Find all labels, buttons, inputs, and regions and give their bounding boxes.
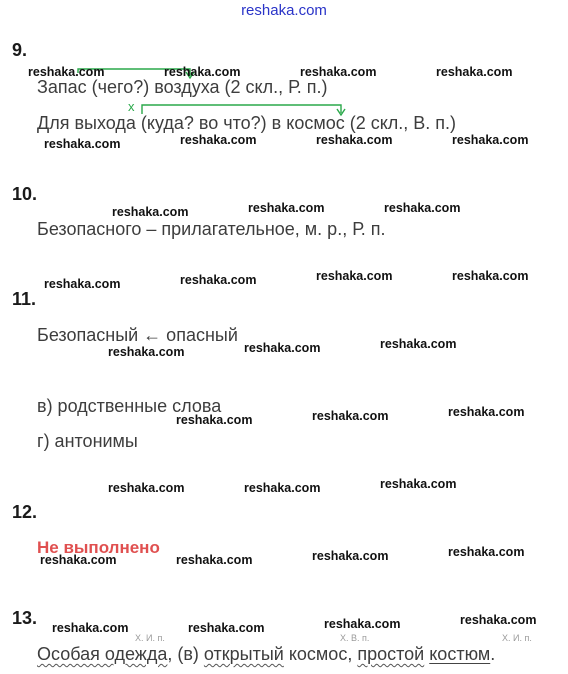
watermark: reshaka.com (108, 481, 185, 495)
watermark: reshaka.com (384, 201, 461, 215)
watermark: reshaka.com (316, 269, 393, 283)
task-13-object: костюм (429, 644, 491, 664)
task-9-mark: x (128, 99, 135, 114)
task-13-note-3: Х. И. п. (502, 633, 532, 643)
task-10-line-1: Безопасного – прилагательное, м. р., Р. п. (37, 219, 386, 239)
task-9-line-1: Запас (чего?) воздуха (2 скл., Р. п.) (37, 77, 328, 97)
task-13-subject: Особая одежда (37, 644, 168, 664)
watermark: reshaka.com (180, 133, 257, 147)
watermark: reshaka.com (312, 549, 389, 563)
task-12-number: 12. (12, 502, 38, 522)
watermark: reshaka.com (452, 269, 529, 283)
task-13-text-d: . (490, 644, 496, 664)
watermark: reshaka.com (176, 413, 253, 427)
watermark: reshaka.com (448, 545, 525, 559)
task-11-line-3: г) антонимы (37, 431, 138, 451)
task-13-text-a: , (в) (167, 644, 204, 664)
task-13-text-b: космос, (283, 644, 358, 664)
task-10-number: 10. (12, 184, 38, 204)
task-13-note-1: Х. И. п. (135, 633, 165, 643)
watermark: reshaka.com (52, 621, 129, 635)
watermark: reshaka.com (244, 341, 321, 355)
watermark: reshaka.com (180, 273, 257, 287)
watermark: reshaka.com (44, 277, 121, 291)
watermark: reshaka.com (460, 613, 537, 627)
watermark: reshaka.com (164, 65, 241, 79)
watermark: reshaka.com (436, 65, 513, 79)
watermark: reshaka.com (44, 137, 121, 151)
task-11-line-2: в) родственные слова (37, 396, 222, 416)
site-header[interactable]: reshaka.com (241, 2, 327, 19)
watermark: reshaka.com (316, 133, 393, 147)
task-11-line-1: Безопасный ← опасный (37, 325, 238, 345)
watermark: reshaka.com (380, 477, 457, 491)
watermark: reshaka.com (452, 133, 529, 147)
task-13-attribute-2: простой (357, 644, 425, 664)
watermark: reshaka.com (244, 481, 321, 495)
watermark: reshaka.com (112, 205, 189, 219)
watermark: reshaka.com (40, 553, 117, 567)
task-12-status: Не выполнено (37, 538, 160, 557)
watermark: reshaka.com (28, 65, 105, 79)
task-11-number: 11. (12, 289, 37, 309)
task-13-attribute-1: открытый (203, 644, 284, 664)
watermark: reshaka.com (300, 65, 377, 79)
watermark: reshaka.com (380, 337, 457, 351)
task-9-number: 9. (12, 40, 28, 60)
task-13-note-2: Х. В. п. (340, 633, 370, 643)
watermark: reshaka.com (448, 405, 525, 419)
watermark: reshaka.com (312, 409, 389, 423)
task-13-sentence (37, 644, 495, 665)
watermark: reshaka.com (108, 345, 185, 359)
task-9-line-2: Для выхода (куда? во что?) в космос (2 скл., В. п.) (37, 113, 457, 133)
watermark: reshaka.com (176, 553, 253, 567)
watermark: reshaka.com (248, 201, 325, 215)
watermark: reshaka.com (188, 621, 265, 635)
watermark: reshaka.com (324, 617, 401, 631)
task-13-number: 13. (12, 608, 38, 628)
